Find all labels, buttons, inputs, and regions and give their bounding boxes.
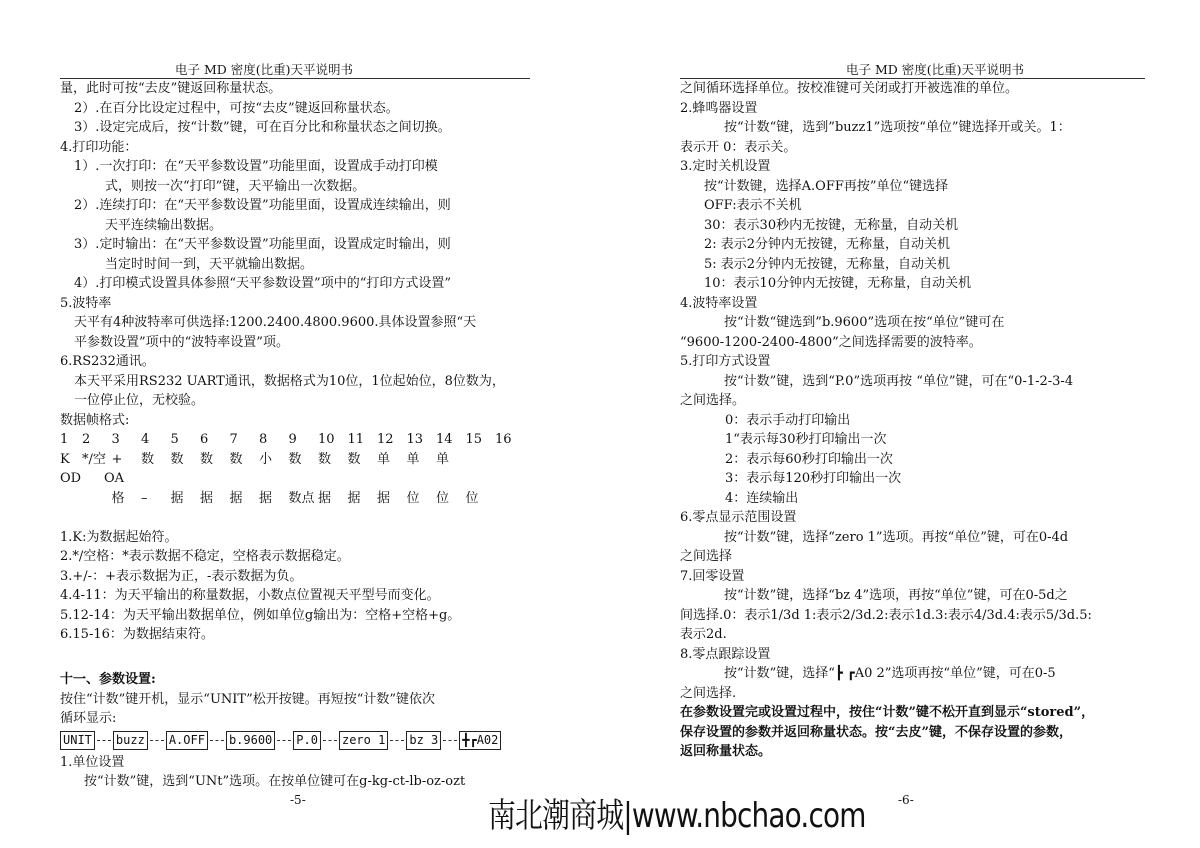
left-text-line-9: 3）.定时输出：在“天平参数设置”功能里面，设置成定时输出，则: [74, 237, 451, 252]
right-text-line-14: “9600-1200-2400-4800”之间选择需要的波特率。: [680, 334, 982, 350]
frame-od: OD: [60, 471, 82, 486]
left-paragraph-lines: [60, 79, 530, 430]
frame-row1-cell-5: 数: [170, 451, 184, 467]
right-page-content: [680, 79, 1145, 762]
right-text-line-5: 3.定时关机设置: [680, 159, 771, 174]
frame-row3-cell-12: 据: [377, 490, 391, 506]
frame-row1-cell-8: 小: [259, 451, 273, 467]
frame-note-3: 3.+/-：+表示数据为正，-表示数据为负。: [60, 568, 303, 584]
right-text-line-7: OFF:表示不关机: [704, 198, 802, 213]
unit-setting-text: 按“计数”键，选到“UNt”选项。在按单位键可在g-kg-ct-lb-oz-ozt: [84, 774, 466, 789]
flow-step-box: ╋┏A02: [459, 731, 501, 750]
frame-position-15: 15: [465, 432, 483, 447]
left-text-line-4: 4.打印功能：: [60, 139, 138, 155]
right-text-line-10: 5: 表示2分钟内无按键，无称量，自动关机: [704, 256, 951, 272]
frame-row1-cell-11: 数: [347, 451, 361, 467]
right-text-line-12: 4.波特率设置: [680, 295, 758, 311]
right-text-line-20: 2：表示每60秒打印输出一次: [725, 451, 893, 467]
flow-connector: [97, 740, 111, 741]
frame-position-5: 5: [170, 432, 179, 447]
frame-oa: OA: [104, 471, 125, 486]
left-page-header: 电子 MD 密度(比重)天平说明书: [175, 62, 354, 77]
data-frame-row-3: [60, 489, 530, 509]
right-text-line-19: 1“表示每30秒打印输出一次: [725, 432, 887, 447]
frame-row3-cell-15: 位: [465, 490, 479, 506]
flow-connector: [323, 740, 337, 741]
right-text-line-24: 按“计数”键，选择“zero 1”选项。再按“单位”键，可在0-4d: [724, 529, 1069, 545]
frame-row1-cell-4: 数: [141, 451, 155, 467]
right-text-line-11: 10：表示10分钟内无按键，无称量，自动关机: [704, 276, 972, 291]
right-page-header: 电子 MD 密度(比重)天平说明书: [846, 62, 1025, 77]
frame-row3-cell-16: [495, 489, 525, 509]
right-text-line-9: 2: 表示2分钟内无按键，无称量，自动关机: [704, 237, 951, 252]
left-text-line-11: 4）.打印模式设置具体参照“天平参数设置”项中的“打印方式设置”: [74, 276, 451, 291]
right-text-line-23: 6.零点显示范围设置: [680, 510, 797, 525]
frame-row1-cell-9: 数: [288, 451, 302, 467]
frame-row3-cell-5: 据: [170, 490, 184, 506]
left-text-line-14: 平参数设置”项中的“波特率设置”项。: [74, 334, 289, 350]
frame-note-4: 4.4-11：为天平输出的称量数据，小数点位置视天平型号而变化。: [60, 588, 440, 603]
frame-row1-cell-14: 单: [436, 451, 450, 467]
frame-row1-cell-7: 数: [229, 451, 243, 467]
data-frame-row-1: [60, 450, 530, 470]
right-text-line-32: 之间选择.: [680, 685, 737, 701]
frame-note-2: 2.*/空格：*表示数据不稳定，空格表示数据稳定。: [60, 549, 350, 564]
flow-step-box: b.9600: [226, 731, 275, 750]
right-text-line-27: 按“计数”键，选择“bz 4”选项，再按“单位”键，可在0-5d之: [724, 588, 1068, 603]
footer-watermark-brand: 南北潮商城|www.nbchao.com: [488, 796, 866, 836]
right-page-number: -6-: [898, 793, 914, 807]
frame-position-7: 7: [229, 432, 238, 447]
data-frame-row-2: [60, 469, 530, 489]
frame-row1-cell-10: 数: [318, 451, 332, 467]
right-text-line-25: 之间选择: [680, 549, 733, 564]
section-intro-line-2: 循环显示:: [60, 711, 117, 726]
flow-connector: [150, 740, 164, 741]
frame-position-9: 9: [288, 432, 297, 447]
frame-position-13: 13: [406, 432, 424, 447]
frame-row1-cell-1: K: [60, 451, 70, 467]
left-text-line-18: 数据帧格式:: [60, 412, 130, 428]
right-text-line-21: 3：表示每120秒打印输出一次: [725, 471, 902, 486]
frame-note-5: 5.12-14：为天平输出数据单位，例如单位g输出为：空格+空格+g。: [60, 607, 461, 623]
right-text-line-6: 按“计数键，选择A.OFF再按”单位“键选择: [704, 178, 949, 194]
save-note-line-1: 在参数设置完或设置过程中，按住“计数”键不松开直到显示“stored”，: [680, 705, 1095, 720]
right-text-line-8: 30：表示30秒内无按键，无称量，自动关机: [704, 217, 959, 233]
flow-step-box: buzz: [113, 731, 148, 750]
data-frame-notes: [60, 528, 530, 645]
right-text-line-2: 2.蜂鸣器设置: [680, 100, 758, 116]
parameter-cycle-diagram: [60, 730, 530, 752]
right-text-line-29: 表示2d.: [680, 627, 727, 642]
frame-row1-cell-15: [466, 450, 496, 470]
flow-step-box: bz 3: [406, 731, 441, 750]
frame-position-8: 8: [259, 432, 268, 447]
right-text-line-22: 4：连续输出: [725, 490, 799, 506]
frame-row3-cell-2: [82, 489, 112, 509]
unit-setting-title: 1.单位设置: [60, 754, 125, 770]
flow-step-box: A.OFF: [166, 731, 208, 750]
frame-row3-cell-13: 位: [406, 490, 420, 506]
save-note-line-3: 返回称量状态。: [680, 744, 772, 759]
save-settings-note: [680, 703, 1145, 762]
frame-position-1: 1: [60, 432, 69, 447]
left-page-content: [60, 79, 530, 792]
left-page-number: -5-: [290, 793, 306, 807]
right-text-line-13: 按“计数“键选到”b.9600”选项在按“单位”键可在: [724, 315, 1005, 330]
frame-row1-cell-6: 数: [200, 451, 214, 467]
frame-row3-cell-9: 数点: [288, 490, 315, 506]
right-text-line-15: 5.打印方式设置: [680, 354, 771, 369]
frame-position-14: 14: [436, 432, 453, 447]
frame-row1-cell-3: +: [111, 451, 123, 467]
right-text-line-4: 表示开 0：表示关。: [680, 139, 797, 155]
frame-row1-cell-12: 单: [377, 451, 391, 467]
left-text-line-5: 1）.一次打印：在“天平参数设置”功能里面，设置成手动打印模: [74, 159, 438, 174]
frame-row3-cell-14: 位: [436, 490, 450, 506]
flow-connector: [390, 740, 404, 741]
flow-connector: [443, 740, 457, 741]
data-frame-positions: [60, 430, 530, 450]
frame-row3-cell-1: [60, 489, 82, 509]
frame-row1-cell-16: [495, 450, 525, 470]
frame-row3-cell-6: 据: [200, 490, 214, 506]
flow-connector: [210, 740, 224, 741]
frame-row1-cell-2: */空: [82, 451, 106, 467]
flow-step-box: P.0: [293, 731, 321, 750]
frame-position-3: 3: [111, 432, 120, 447]
right-text-line-31: 按“计数”键，选择“┣ ┏A0 2”选项再按“单位”键，可在0-5: [724, 666, 1056, 681]
frame-position-6: 6: [200, 432, 209, 447]
right-text-line-28: 间选择.0：表示1/3d 1:表示2/3d.2:表示1d.3:表示4/3d.4:表示5/3d.5:: [680, 607, 1092, 623]
section-title-parameter-settings: 十一、参数设置:: [60, 672, 156, 687]
frame-row3-cell-3: 格: [111, 490, 125, 506]
frame-position-2: 2: [82, 432, 91, 447]
left-text-line-1: 量，此时可按“去皮”键返回称量状态。: [60, 81, 282, 96]
left-text-line-10: 当定时时间一到，天平就输出数据。: [105, 256, 314, 272]
flow-step-box: UNIT: [60, 731, 95, 750]
left-text-line-15: 6.RS232通讯。: [60, 354, 155, 369]
flow-step-box: zero 1: [339, 731, 388, 750]
left-text-line-6: 式，则按一次“打印”键，天平输出一次数据。: [105, 178, 366, 194]
right-text-line-3: 按“计数“键，选到”buzz1”选项按“单位”键选择开或关。1：: [724, 120, 1071, 135]
frame-row3-cell-8: 据: [259, 490, 273, 506]
right-text-line-26: 7.回零设置: [680, 568, 745, 584]
frame-row3-cell-11: 据: [347, 490, 361, 506]
frame-note-6: 6.15-16：为数据结束符。: [60, 627, 214, 642]
frame-note-1: 1.K:为数据起始符。: [60, 529, 178, 545]
right-text-line-1: 之间循环选择单位。按校准键可关闭或打开被选准的单位。: [680, 81, 1019, 96]
right-text-line-18: 0：表示手动打印输出: [725, 412, 851, 428]
frame-position-10: 10: [318, 432, 335, 447]
frame-position-12: 12: [377, 432, 394, 447]
left-text-line-3: 3）.设定完成后，按“计数”键，可在百分比和称量状态之间切换。: [74, 120, 451, 135]
left-text-line-16: 本天平采用RS232 UART通讯，数据格式为10位，1位起始位，8位数为，: [74, 373, 505, 389]
section-intro-line-1: 按住“计数”键开机，显示“UNIT”松开按键。再短按“计数”键依次: [60, 691, 436, 707]
frame-position-4: 4: [141, 432, 150, 447]
right-paragraph-lines: [680, 79, 1145, 703]
left-text-line-8: 天平连续输出数据。: [105, 217, 223, 233]
left-text-line-7: 2）.连续打印：在“天平参数设置”功能里面，设置成连续输出，则: [74, 198, 451, 213]
left-text-line-12: 5.波特率: [60, 295, 112, 311]
frame-row3-cell-4: –: [141, 490, 148, 506]
left-text-line-13: 天平有4种波特率可供选择:1200.2400.4800.9600.具体设置参照“天: [74, 315, 477, 330]
flow-connector: [277, 740, 291, 741]
left-text-line-17: 一位停止位，无校验。: [74, 393, 205, 408]
frame-row3-cell-7: 据: [229, 490, 243, 506]
right-text-line-17: 之间选择。: [680, 393, 746, 408]
save-note-line-2: 保存设置的参数并返回称量状态。按“去皮”键，不保存设置的参数，: [680, 724, 1072, 740]
frame-row3-cell-10: 据: [318, 490, 332, 506]
frame-row1-cell-13: 单: [406, 451, 420, 467]
right-text-line-16: 按“计数”键，选到“P.0”选项再按 “单位”键，可在“0-1-2-3-4: [724, 373, 1074, 389]
left-text-line-2: 2）.在百分比设定过程中，可按“去皮”键返回称量状态。: [74, 100, 399, 116]
frame-position-16: 16: [495, 432, 512, 447]
frame-position-11: 11: [347, 432, 365, 447]
right-text-line-30: 8.零点跟踪设置: [680, 646, 771, 662]
